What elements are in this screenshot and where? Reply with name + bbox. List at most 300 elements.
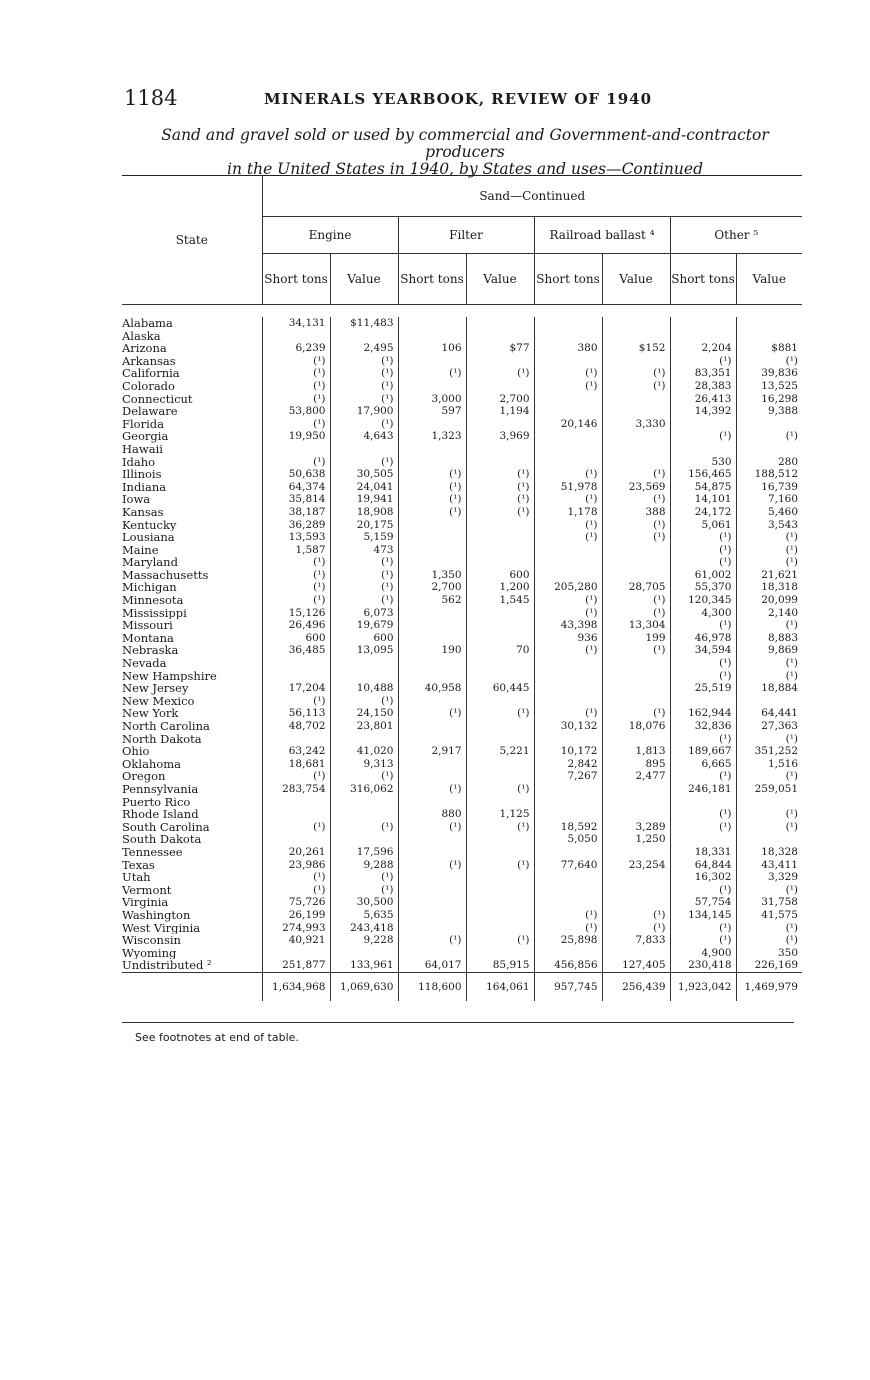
table-cell: (¹) <box>262 556 330 569</box>
table-cell: 60,445 <box>466 682 534 695</box>
table-row <box>122 317 802 330</box>
table-cell: 133,961 <box>330 959 398 972</box>
table-row <box>122 770 802 783</box>
table-cell <box>398 846 466 859</box>
table-cell: 597 <box>398 405 466 418</box>
table-row <box>122 632 802 645</box>
table-cell: (¹) <box>330 367 398 380</box>
table-cell: (¹) <box>262 770 330 783</box>
table-cell <box>534 896 602 909</box>
table-cell <box>602 947 670 960</box>
table-cell: 9,288 <box>330 859 398 872</box>
table-cell: 2,700 <box>466 393 534 406</box>
table-cell <box>670 695 736 708</box>
table-cell: 388 <box>602 506 670 519</box>
table-cell: 9,869 <box>736 644 802 657</box>
table-cell <box>330 947 398 960</box>
table-row <box>122 796 802 809</box>
table-cell <box>466 733 534 746</box>
table-cell: (¹) <box>670 355 736 368</box>
table-cell <box>466 720 534 733</box>
table-cell: 75,726 <box>262 896 330 909</box>
table-cell <box>534 556 602 569</box>
table-cell: (¹) <box>330 871 398 884</box>
table-cell: (¹) <box>736 657 802 670</box>
table-cell <box>466 770 534 783</box>
table-cell <box>262 657 330 670</box>
table-cell <box>466 619 534 632</box>
table-cell: 16,302 <box>670 871 736 884</box>
table-cell: (¹) <box>398 468 466 481</box>
sub-header: Value <box>330 254 398 305</box>
table-cell <box>670 317 736 330</box>
table-cell: (¹) <box>736 884 802 897</box>
table-cell <box>398 758 466 771</box>
table-cell: (¹) <box>466 367 534 380</box>
table-row <box>122 493 802 506</box>
table-cell <box>262 330 330 343</box>
table-cell: 6,665 <box>670 758 736 771</box>
table-cell: 51,978 <box>534 481 602 494</box>
table-cell: (¹) <box>670 531 736 544</box>
table-cell: (¹) <box>398 859 466 872</box>
table-cell: 21,621 <box>736 569 802 582</box>
table-cell: (¹) <box>330 770 398 783</box>
table-cell <box>534 569 602 582</box>
table-cell <box>602 330 670 343</box>
state-name: Illinois <box>122 468 162 481</box>
table-cell: 2,477 <box>602 770 670 783</box>
table-cell: 30,505 <box>330 468 398 481</box>
table-cell: 280 <box>736 456 802 469</box>
table-row <box>122 556 802 569</box>
table-cell: (¹) <box>330 393 398 406</box>
state-name: Mississippi <box>122 606 187 620</box>
table-cell <box>602 733 670 746</box>
sub-header: Short tons <box>398 254 466 305</box>
table-cell: (¹) <box>736 821 802 834</box>
page-header <box>124 86 804 110</box>
table-cell <box>262 733 330 746</box>
state-name: Kentucky <box>122 518 177 532</box>
table-cell: $11,483 <box>330 317 398 330</box>
table-row <box>122 783 802 796</box>
table-cell <box>466 632 534 645</box>
table-cell <box>466 317 534 330</box>
table-row <box>122 468 802 481</box>
table-cell: 18,592 <box>534 821 602 834</box>
table-cell <box>736 833 802 846</box>
table-cell: (¹) <box>466 821 534 834</box>
state-name: Michigan <box>122 581 177 595</box>
sand-continued-header: Sand—Continued <box>262 176 802 217</box>
table-cell: 120,345 <box>670 594 736 607</box>
table-cell: 34,594 <box>670 644 736 657</box>
table-cell: (¹) <box>602 519 670 532</box>
table-cell: 19,941 <box>330 493 398 506</box>
table-cell: 936 <box>534 632 602 645</box>
table-cell <box>534 682 602 695</box>
table-cell: 5,635 <box>330 909 398 922</box>
table-row <box>122 519 802 532</box>
state-name: Maryland <box>122 556 178 569</box>
table-cell <box>398 720 466 733</box>
page-number: 1184 <box>124 86 178 110</box>
table-cell: 55,370 <box>670 581 736 594</box>
table-cell <box>398 884 466 897</box>
table-cell <box>602 405 670 418</box>
table-cell: 1,200 <box>466 581 534 594</box>
table-cell: 380 <box>534 342 602 355</box>
table-cell <box>398 833 466 846</box>
table-cell <box>534 544 602 557</box>
table-cell <box>398 317 466 330</box>
total-cell: 1,634,968 <box>262 972 330 1001</box>
state-name: Hawaii <box>122 442 163 456</box>
table-cell: 156,465 <box>670 468 736 481</box>
table-row <box>122 884 802 897</box>
table-cell <box>736 443 802 456</box>
table-cell: 283,754 <box>262 783 330 796</box>
table-row <box>122 896 802 909</box>
table-cell: 23,569 <box>602 481 670 494</box>
table-cell <box>602 871 670 884</box>
table-cell <box>262 670 330 683</box>
total-cell: 1,923,042 <box>670 972 736 1001</box>
table-row <box>122 380 802 393</box>
table-cell: 8,883 <box>736 632 802 645</box>
table-row <box>122 733 802 746</box>
sub-header: Value <box>602 254 670 305</box>
table-cell: 64,374 <box>262 481 330 494</box>
table-cell: 17,204 <box>262 682 330 695</box>
table-cell <box>534 317 602 330</box>
table-cell <box>398 531 466 544</box>
table-cell <box>466 519 534 532</box>
table-cell: 1,545 <box>466 594 534 607</box>
table-cell <box>534 871 602 884</box>
total-cell: 957,745 <box>534 972 602 1001</box>
table-cell: 3,289 <box>602 821 670 834</box>
table-cell: (¹) <box>534 493 602 506</box>
table-cell: 5,159 <box>330 531 398 544</box>
table-cell <box>398 733 466 746</box>
total-cell: 118,600 <box>398 972 466 1001</box>
table-cell <box>602 544 670 557</box>
table-row <box>122 594 802 607</box>
table-cell: 41,575 <box>736 909 802 922</box>
table-cell: (¹) <box>670 934 736 947</box>
table-cell: 18,331 <box>670 846 736 859</box>
table-cell: (¹) <box>330 569 398 582</box>
state-name: California <box>122 367 180 380</box>
state-name: Undistributed ² <box>122 959 212 973</box>
state-name: Nebraska <box>122 644 179 658</box>
table-cell <box>330 733 398 746</box>
table-cell <box>262 947 330 960</box>
table-cell: 562 <box>398 594 466 607</box>
table-cell: (¹) <box>398 707 466 720</box>
state-name: Tennessee <box>122 845 183 859</box>
table-cell <box>602 846 670 859</box>
table-cell: 5,050 <box>534 833 602 846</box>
table-cell <box>466 833 534 846</box>
table-cell: 189,667 <box>670 745 736 758</box>
state-name: Oklahoma <box>122 757 182 771</box>
table-cell <box>602 682 670 695</box>
table-row <box>122 644 802 657</box>
table-cell <box>602 670 670 683</box>
table-cell: 10,488 <box>330 682 398 695</box>
table-cell: 41,020 <box>330 745 398 758</box>
table-cell <box>736 695 802 708</box>
table-cell: 64,017 <box>398 959 466 972</box>
table-cell: 20,099 <box>736 594 802 607</box>
table-cell: 7,160 <box>736 493 802 506</box>
table-cell: 10,172 <box>534 745 602 758</box>
table-cell <box>466 922 534 935</box>
table-cell <box>534 884 602 897</box>
table-cell: 23,986 <box>262 859 330 872</box>
table-cell <box>398 695 466 708</box>
table-cell: 24,041 <box>330 481 398 494</box>
table-cell: (¹) <box>534 707 602 720</box>
table-cell: 18,076 <box>602 720 670 733</box>
table-cell <box>398 544 466 557</box>
state-name: South Carolina <box>122 820 210 834</box>
table-row <box>122 607 802 620</box>
table-cell: 1,178 <box>534 506 602 519</box>
table-cell: 5,061 <box>670 519 736 532</box>
state-name: New Jersey <box>122 682 189 695</box>
table-cell <box>534 808 602 821</box>
table-cell: (¹) <box>670 430 736 443</box>
table-cell: 30,132 <box>534 720 602 733</box>
table-cell: 1,323 <box>398 430 466 443</box>
table-cell: 17,596 <box>330 846 398 859</box>
table-cell: 26,496 <box>262 619 330 632</box>
table-cell: 600 <box>466 569 534 582</box>
table-cell: 162,944 <box>670 707 736 720</box>
table-cell <box>466 896 534 909</box>
state-name: Ohio <box>122 745 150 758</box>
table-cell <box>602 443 670 456</box>
table-cell: 26,413 <box>670 393 736 406</box>
table-cell <box>736 796 802 809</box>
table-cell <box>398 947 466 960</box>
state-name: Minnesota <box>122 594 184 607</box>
state-name: North Carolina <box>122 720 210 733</box>
table-cell: 15,126 <box>262 607 330 620</box>
table-cell <box>670 418 736 431</box>
table-cell: (¹) <box>262 418 330 431</box>
sub-header: Short tons <box>670 254 736 305</box>
table-cell: 134,145 <box>670 909 736 922</box>
state-name: Wisconsin <box>122 934 181 947</box>
table-cell: 895 <box>602 758 670 771</box>
table-cell <box>398 418 466 431</box>
table-cell: 31,758 <box>736 896 802 909</box>
table-cell: $77 <box>466 342 534 355</box>
table-cell <box>466 456 534 469</box>
table-cell <box>398 632 466 645</box>
group-header-engine: Engine <box>262 217 398 254</box>
table-cell: (¹) <box>330 581 398 594</box>
table-cell <box>330 833 398 846</box>
table-row <box>122 821 802 834</box>
table-cell <box>602 569 670 582</box>
table-cell <box>398 330 466 343</box>
table-cell: 83,351 <box>670 367 736 380</box>
table-row <box>122 707 802 720</box>
table-cell: (¹) <box>466 934 534 947</box>
table-cell: $152 <box>602 342 670 355</box>
state-name: Massachusetts <box>122 568 209 582</box>
table-cell: (¹) <box>736 934 802 947</box>
table-cell: 3,969 <box>466 430 534 443</box>
table-row <box>122 355 802 368</box>
table-cell: 600 <box>262 632 330 645</box>
table-row <box>122 544 802 557</box>
table-cell: (¹) <box>602 531 670 544</box>
table-cell: 2,842 <box>534 758 602 771</box>
table-cell <box>398 770 466 783</box>
table-cell: 5,221 <box>466 745 534 758</box>
table-cell <box>466 418 534 431</box>
table-cell: (¹) <box>466 468 534 481</box>
table-cell: (¹) <box>736 733 802 746</box>
table-cell: 205,280 <box>534 581 602 594</box>
table-cell: 2,917 <box>398 745 466 758</box>
footnote: See footnotes at end of table. <box>135 1031 299 1044</box>
table-cell <box>398 556 466 569</box>
table-cell: 9,388 <box>736 405 802 418</box>
table-row <box>122 430 802 443</box>
table-cell: 226,169 <box>736 959 802 972</box>
table-cell: (¹) <box>534 607 602 620</box>
totals-row <box>122 972 802 1001</box>
table-cell: 230,418 <box>670 959 736 972</box>
table-cell: (¹) <box>330 456 398 469</box>
table-cell <box>330 670 398 683</box>
table-cell: 35,814 <box>262 493 330 506</box>
table-cell <box>330 796 398 809</box>
table-cell <box>262 796 330 809</box>
table-cell: 18,681 <box>262 758 330 771</box>
table-cell: 4,900 <box>670 947 736 960</box>
table-cell: (¹) <box>262 821 330 834</box>
table-cell: 23,801 <box>330 720 398 733</box>
table-cell: (¹) <box>262 393 330 406</box>
table-cell: 48,702 <box>262 720 330 733</box>
table-cell: 3,330 <box>602 418 670 431</box>
table-cell: 43,411 <box>736 859 802 872</box>
table-cell <box>398 519 466 532</box>
table-cell <box>670 833 736 846</box>
state-name: Nevada <box>122 657 167 670</box>
table-cell <box>602 808 670 821</box>
table-cell: (¹) <box>602 707 670 720</box>
table-cell: (¹) <box>466 481 534 494</box>
state-name: New York <box>122 707 179 720</box>
table-cell: 19,950 <box>262 430 330 443</box>
state-name: Texas <box>122 858 155 872</box>
state-name: Kansas <box>122 505 164 519</box>
table-cell: (¹) <box>670 544 736 557</box>
table-cell: (¹) <box>736 531 802 544</box>
table-row <box>122 959 802 972</box>
table-cell: (¹) <box>670 670 736 683</box>
table-cell: 1,587 <box>262 544 330 557</box>
total-cell: 164,061 <box>466 972 534 1001</box>
table-cell: 13,095 <box>330 644 398 657</box>
state-name: Virginia <box>122 896 169 909</box>
table-cell: 4,643 <box>330 430 398 443</box>
table-cell: 1,250 <box>602 833 670 846</box>
table-cell: (¹) <box>262 594 330 607</box>
table-cell: (¹) <box>670 821 736 834</box>
table-cell <box>670 796 736 809</box>
table-cell: (¹) <box>736 770 802 783</box>
table-row <box>122 531 802 544</box>
table-cell: (¹) <box>602 607 670 620</box>
running-head: MINERALS YEARBOOK, REVIEW OF 1940 <box>264 90 653 108</box>
table-row <box>122 720 802 733</box>
table-cell <box>534 657 602 670</box>
table-cell <box>466 607 534 620</box>
table-cell: (¹) <box>398 493 466 506</box>
table-cell <box>466 531 534 544</box>
state-name: Iowa <box>122 493 151 506</box>
table-cell <box>466 871 534 884</box>
table-cell: (¹) <box>330 556 398 569</box>
table-cell: 350 <box>736 947 802 960</box>
state-name: Oregon <box>122 770 166 783</box>
table-cell <box>602 556 670 569</box>
state-name: Arizona <box>122 342 167 355</box>
table-row <box>122 367 802 380</box>
table-cell <box>534 355 602 368</box>
table-cell: (¹) <box>330 418 398 431</box>
table-row <box>122 670 802 683</box>
table-cell: (¹) <box>262 355 330 368</box>
table-cell <box>330 657 398 670</box>
table-cell: (¹) <box>534 644 602 657</box>
table-cell: 530 <box>670 456 736 469</box>
table-row <box>122 695 802 708</box>
table-cell: 85,915 <box>466 959 534 972</box>
table-cell: (¹) <box>330 884 398 897</box>
table-cell: (¹) <box>534 380 602 393</box>
state-name: Colorado <box>122 379 175 393</box>
table-cell <box>534 846 602 859</box>
table-cell <box>602 317 670 330</box>
table-cell: 3,329 <box>736 871 802 884</box>
table-cell: 16,298 <box>736 393 802 406</box>
caption-line-1: Sand and gravel sold or used by commercial and Government-and-contractor producers <box>161 126 769 161</box>
table-cell: (¹) <box>534 519 602 532</box>
table-cell <box>602 430 670 443</box>
table-cell: (¹) <box>534 594 602 607</box>
sub-header: Value <box>466 254 534 305</box>
table-cell <box>602 796 670 809</box>
table-cell <box>534 456 602 469</box>
table-cell: (¹) <box>602 493 670 506</box>
table-cell: (¹) <box>398 821 466 834</box>
table-cell: 25,519 <box>670 682 736 695</box>
table-cell <box>466 909 534 922</box>
table-row <box>122 506 802 519</box>
